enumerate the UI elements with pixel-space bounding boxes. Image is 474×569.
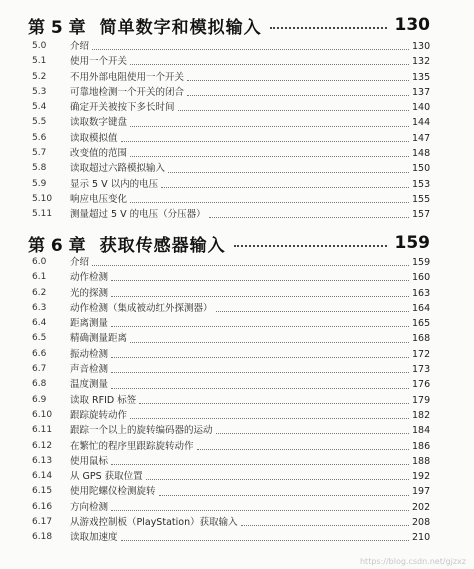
toc-entry bbox=[32, 85, 430, 100]
toc-entry bbox=[32, 100, 430, 115]
toc-entry bbox=[32, 500, 430, 515]
toc-entry bbox=[32, 255, 430, 270]
page-number: 157 bbox=[412, 209, 431, 221]
toc-section-list bbox=[32, 39, 430, 223]
toc-entry bbox=[32, 393, 430, 408]
page-number: 208 bbox=[412, 517, 431, 529]
page-number: 179 bbox=[412, 394, 431, 406]
dot-leader bbox=[139, 403, 409, 404]
section-number: 5.6 bbox=[32, 132, 47, 143]
dot-leader bbox=[92, 49, 409, 50]
dot-leader bbox=[159, 495, 409, 496]
toc-entry bbox=[32, 177, 430, 192]
dot-leader bbox=[111, 357, 409, 358]
dot-leader bbox=[111, 296, 409, 297]
toc-entry bbox=[32, 347, 430, 362]
toc-entry bbox=[32, 207, 430, 222]
toc-entry bbox=[32, 362, 430, 377]
section-title: 介绍 bbox=[70, 41, 90, 52]
section-number: 6.8 bbox=[32, 379, 47, 390]
page-number: 164 bbox=[412, 302, 431, 314]
page-number: 137 bbox=[412, 86, 431, 98]
dot-leader bbox=[241, 525, 409, 526]
section-number: 5.10 bbox=[32, 193, 53, 204]
dot-leader bbox=[111, 372, 409, 373]
chapter-number: 第 5 章 bbox=[28, 17, 86, 38]
section-number: 6.0 bbox=[32, 257, 47, 267]
section-title: 从 GPS 获取位置 bbox=[70, 471, 143, 483]
section-number: 6.2 bbox=[32, 287, 47, 298]
page-number: 165 bbox=[412, 318, 431, 330]
toc-entry bbox=[32, 408, 430, 423]
section-number: 6.5 bbox=[32, 333, 47, 344]
chapter-number: 第 6 章 bbox=[28, 235, 86, 256]
page-number: 155 bbox=[412, 193, 431, 205]
dot-leader bbox=[146, 479, 409, 480]
toc-entry bbox=[32, 146, 430, 161]
toc-section-list bbox=[32, 255, 430, 546]
section-title: 可靠地检测一个开关的闭合 bbox=[70, 86, 185, 98]
section-title: 改变值的范围 bbox=[70, 148, 128, 160]
section-title: 光的探测 bbox=[70, 287, 109, 299]
section-title: 跟踪一个以上的旋转编码器的运动 bbox=[70, 425, 213, 437]
section-number: 6.9 bbox=[32, 394, 47, 405]
page-number: 144 bbox=[412, 117, 431, 129]
chapter-heading bbox=[28, 230, 430, 256]
section-number: 6.18 bbox=[32, 532, 53, 543]
toc-entry bbox=[32, 39, 430, 54]
section-title: 距离测量 bbox=[70, 318, 109, 330]
chapter-page-number: 130 bbox=[394, 15, 430, 35]
section-title: 声音检测 bbox=[70, 364, 109, 376]
page-number: 202 bbox=[412, 501, 431, 513]
page-number: 147 bbox=[412, 132, 431, 144]
page-number: 130 bbox=[412, 41, 431, 52]
section-title: 不用外部电阻使用一个开关 bbox=[70, 71, 185, 83]
section-title: 动作检测（集成被动红外探测器） bbox=[70, 302, 213, 314]
section-number: 5.8 bbox=[32, 163, 47, 174]
page-number: 192 bbox=[412, 471, 431, 483]
section-title: 读取超过六路模拟输入 bbox=[70, 163, 166, 175]
page-number: 182 bbox=[412, 409, 431, 421]
section-title: 读取数字键盘 bbox=[70, 117, 128, 129]
dot-leader bbox=[121, 540, 409, 541]
page-number: 140 bbox=[412, 102, 431, 114]
section-number: 6.11 bbox=[32, 425, 53, 436]
dot-leader bbox=[197, 449, 409, 450]
dot-leader bbox=[111, 326, 409, 327]
section-title: 从游戏控制板（PlayStation）获取输入 bbox=[70, 517, 238, 529]
dot-leader bbox=[111, 510, 409, 511]
toc-entry bbox=[32, 377, 430, 392]
chapter-page-number: 159 bbox=[394, 233, 430, 253]
dot-leader bbox=[168, 172, 409, 173]
page-number: 210 bbox=[412, 532, 431, 544]
dot-leader bbox=[270, 27, 387, 29]
dot-leader bbox=[161, 187, 409, 188]
page-number: 132 bbox=[412, 56, 431, 68]
page-number: 176 bbox=[412, 379, 431, 391]
page-number: 153 bbox=[412, 178, 431, 190]
section-title: 精确测量距离 bbox=[70, 333, 128, 345]
page-number: 135 bbox=[412, 71, 431, 83]
section-number: 5.3 bbox=[32, 86, 47, 97]
section-number: 6.6 bbox=[32, 348, 47, 359]
dot-leader bbox=[209, 217, 409, 218]
dot-leader bbox=[92, 265, 409, 266]
dot-leader bbox=[111, 280, 409, 281]
page-number: 163 bbox=[412, 287, 431, 299]
toc-entry bbox=[32, 331, 430, 346]
dot-leader bbox=[216, 311, 409, 312]
page-number: 172 bbox=[412, 348, 431, 360]
section-number: 5.5 bbox=[32, 117, 47, 128]
section-number: 6.15 bbox=[32, 486, 53, 497]
section-title: 使用陀螺仪检测旋转 bbox=[70, 486, 156, 498]
section-number: 6.17 bbox=[32, 517, 53, 528]
section-number: 5.4 bbox=[32, 102, 47, 113]
page-number: 197 bbox=[412, 486, 431, 498]
section-title: 温度测量 bbox=[70, 379, 109, 391]
section-title: 动作检测 bbox=[70, 272, 109, 284]
section-number: 5.0 bbox=[32, 41, 47, 51]
chapter-title: 简单数字和模拟输入 bbox=[99, 17, 262, 38]
section-number: 6.10 bbox=[32, 409, 53, 420]
dot-leader bbox=[187, 95, 409, 96]
page-number: 188 bbox=[412, 455, 431, 467]
section-title: 使用一个开关 bbox=[70, 56, 128, 68]
toc-entry bbox=[32, 423, 430, 438]
dot-leader bbox=[130, 342, 409, 343]
toc-entry bbox=[32, 454, 430, 469]
section-number: 6.13 bbox=[32, 455, 53, 466]
toc-entry bbox=[32, 70, 430, 85]
toc-entry bbox=[32, 316, 430, 331]
section-title: 使用鼠标 bbox=[70, 455, 109, 467]
section-title: 振动检测 bbox=[70, 348, 109, 360]
chapter-heading bbox=[28, 12, 430, 38]
toc-entry bbox=[32, 469, 430, 484]
dot-leader bbox=[111, 464, 409, 465]
section-title: 跟踪旋转动作 bbox=[70, 409, 128, 421]
dot-leader bbox=[130, 156, 409, 157]
toc-entry bbox=[32, 270, 430, 285]
section-title: 读取模拟值 bbox=[70, 132, 118, 144]
section-number: 5.2 bbox=[32, 71, 47, 82]
section-title: 读取 RFID 标签 bbox=[70, 394, 137, 406]
watermark: https://blog.csdn.net/gjzxz bbox=[359, 557, 466, 566]
section-number: 6.1 bbox=[32, 272, 47, 283]
dot-leader bbox=[130, 418, 409, 419]
section-number: 6.12 bbox=[32, 440, 53, 451]
toc-entry bbox=[32, 192, 430, 207]
section-number: 5.9 bbox=[32, 178, 47, 189]
dot-leader bbox=[121, 141, 409, 142]
dot-leader bbox=[130, 126, 409, 127]
page-number: 186 bbox=[412, 440, 431, 452]
dot-leader bbox=[178, 110, 409, 111]
dot-leader bbox=[234, 245, 387, 247]
section-number: 6.3 bbox=[32, 302, 47, 313]
toc-entry bbox=[32, 161, 430, 176]
toc-entry bbox=[32, 439, 430, 454]
section-title: 响应电压变化 bbox=[70, 193, 128, 205]
dot-leader bbox=[187, 80, 409, 81]
section-number: 5.7 bbox=[32, 148, 47, 159]
section-title: 显示 5 V 以内的电压 bbox=[70, 178, 159, 190]
section-number: 6.16 bbox=[32, 501, 53, 512]
section-title: 确定开关被按下多长时间 bbox=[70, 102, 175, 114]
page-number: 173 bbox=[412, 364, 431, 376]
toc-entry bbox=[32, 530, 430, 545]
dot-leader bbox=[130, 64, 409, 65]
section-number: 5.1 bbox=[32, 56, 47, 67]
section-title: 读取加速度 bbox=[70, 532, 118, 544]
section-number: 6.7 bbox=[32, 364, 47, 375]
toc-entry bbox=[32, 301, 430, 316]
toc-entry bbox=[32, 131, 430, 146]
section-number: 6.4 bbox=[32, 318, 47, 329]
page-number: 160 bbox=[412, 272, 431, 284]
dot-leader bbox=[216, 433, 409, 434]
page-number: 159 bbox=[412, 257, 431, 268]
dot-leader bbox=[111, 388, 409, 389]
section-title: 方向检测 bbox=[70, 501, 109, 513]
section-title: 介绍 bbox=[70, 257, 90, 268]
dot-leader bbox=[130, 202, 409, 203]
section-number: 6.14 bbox=[32, 471, 53, 482]
section-title: 在繁忙的程序里跟踪旋转动作 bbox=[70, 440, 194, 452]
page-number: 168 bbox=[412, 333, 431, 345]
chapter-title: 获取传感器输入 bbox=[99, 235, 226, 256]
page-number: 184 bbox=[412, 425, 431, 437]
toc-entry bbox=[32, 515, 430, 530]
page-number: 150 bbox=[412, 163, 431, 175]
toc-entry bbox=[32, 484, 430, 499]
toc-entry bbox=[32, 115, 430, 130]
section-number: 5.11 bbox=[32, 209, 53, 220]
section-title: 测量超过 5 V 的电压（分压器） bbox=[70, 209, 206, 221]
toc-entry bbox=[32, 286, 430, 301]
page-number: 148 bbox=[412, 148, 431, 160]
toc-entry bbox=[32, 54, 430, 69]
